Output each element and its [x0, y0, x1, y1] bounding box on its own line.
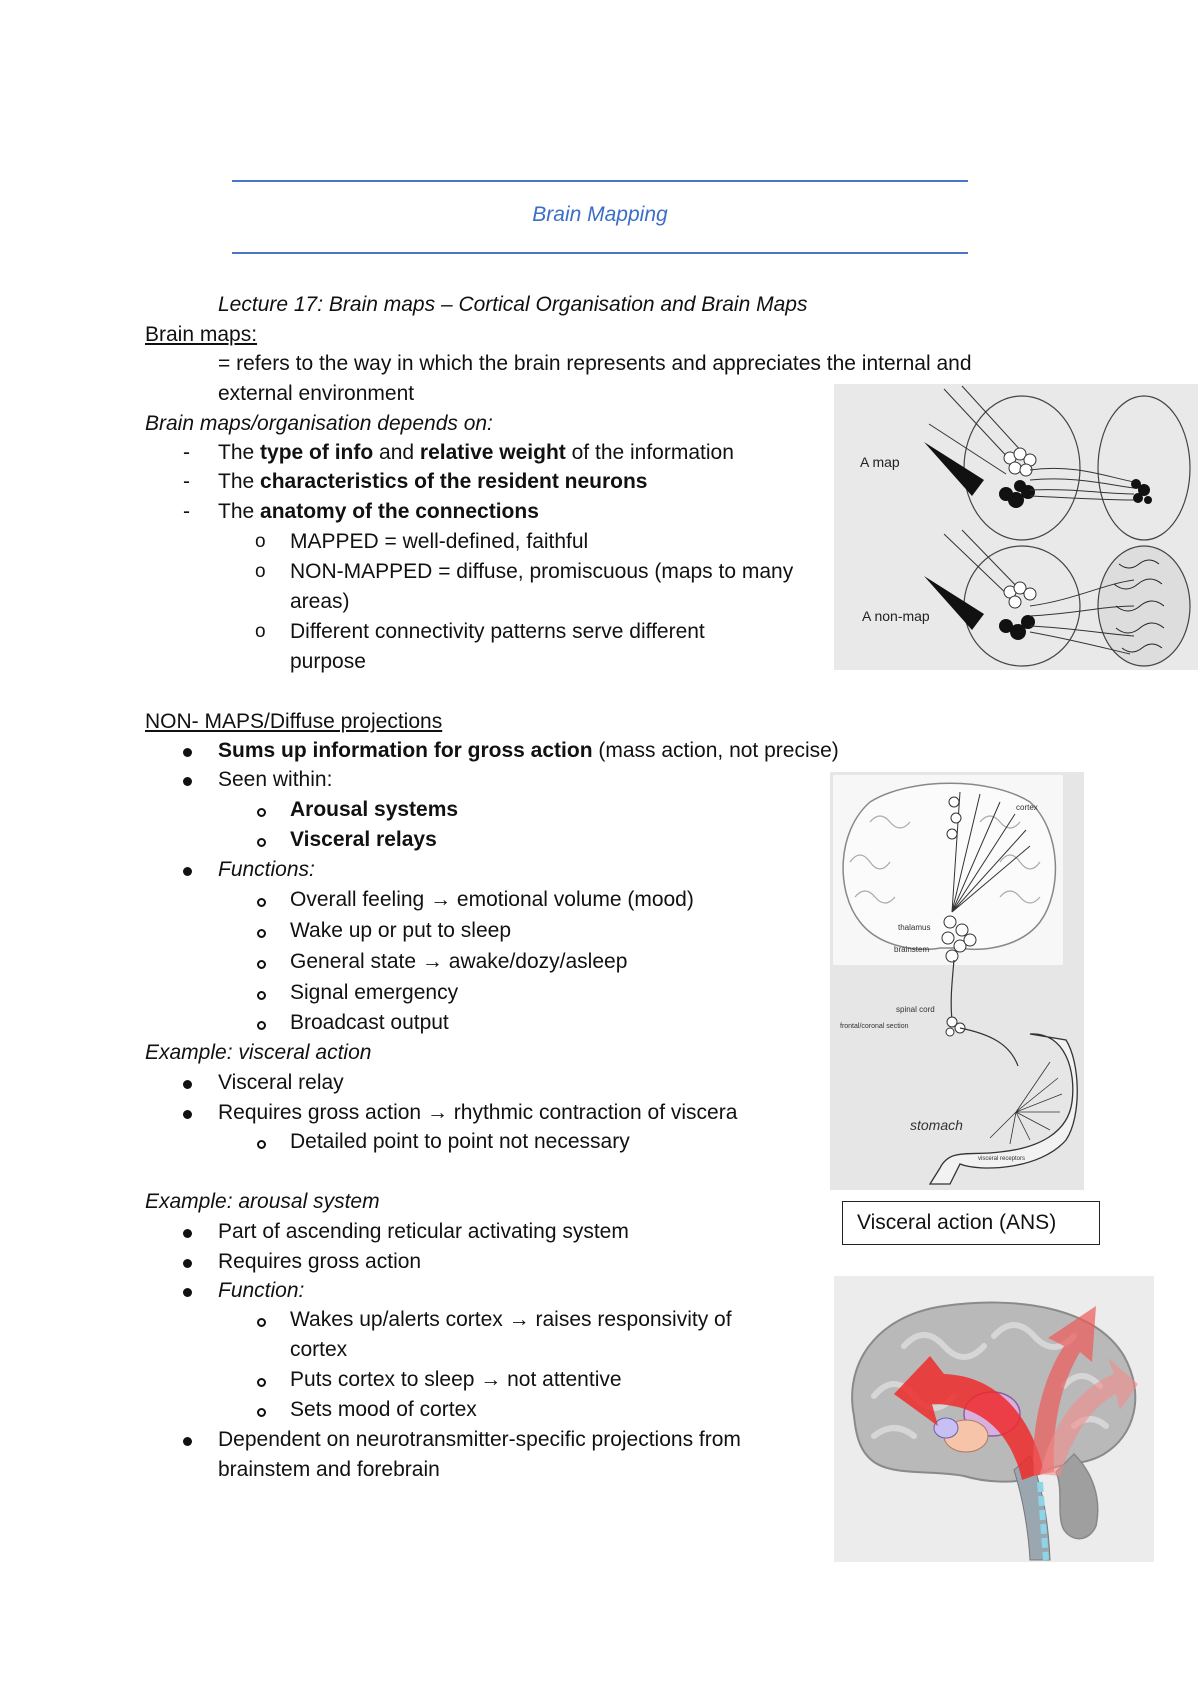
arousal-item: Arousal systems [290, 798, 459, 821]
wakes-item-cont: cortex [290, 1338, 348, 1361]
thalamus-label: thalamus [898, 923, 931, 932]
neuron-cluster-light [1004, 448, 1036, 476]
visceral-example-heading: Example: visceral action [145, 1041, 372, 1064]
spinal-cord-label: spinal cord [896, 1005, 935, 1014]
mapped-item: MAPPED = well-defined, faithful [290, 530, 589, 553]
sets-mood-item: Sets mood of cortex [290, 1398, 477, 1421]
puts-item: Puts cortex to sleep → not attentive [290, 1368, 622, 1391]
cortex-label: cortex [1016, 803, 1038, 812]
requires-gross-item: Requires gross action → rhythmic contraction of viscera [218, 1101, 738, 1124]
nonmapped-item-cont: areas) [290, 590, 350, 613]
visceral-diagram-svg [830, 772, 1084, 1190]
detailed-item: Detailed point to point not necessary [290, 1130, 630, 1153]
input-fiber [944, 534, 1012, 599]
function-item-4: Signal emergency [290, 981, 459, 1004]
dash-bullet: - [183, 441, 190, 464]
map-diagram-svg [834, 384, 1198, 670]
depends-item-2: The characteristics of the resident neurons [218, 470, 648, 493]
function-item-3: General state → awake/dozy/asleep [290, 950, 628, 973]
nonmapped-item: NON-MAPPED = diffuse, promiscuous (maps to many [290, 560, 794, 583]
visceral-relay-item: Visceral relay [218, 1071, 344, 1094]
dash-bullet: - [183, 500, 190, 523]
basal-forebrain-region [934, 1418, 958, 1438]
source-region [964, 546, 1080, 666]
disc-bullet [183, 1229, 192, 1238]
header-rule-bottom [232, 252, 968, 254]
ring-bullet [257, 1140, 266, 1149]
stomach-fibers [990, 1062, 1062, 1144]
nerve-to-stomach [960, 1028, 1018, 1066]
disc-bullet [183, 1288, 192, 1297]
ring-bullet [257, 1021, 266, 1030]
arousal-example-heading: Example: arousal system [145, 1190, 380, 1213]
visceral-relays-item: Visceral relays [290, 828, 437, 851]
map-vs-nonmap-figure [834, 384, 1198, 670]
target-region [1098, 396, 1190, 540]
target-region-diffuse [1098, 546, 1190, 666]
requires-item: Requires gross action [218, 1250, 422, 1273]
circle-bullet: o [255, 561, 266, 582]
ring-bullet [257, 898, 266, 907]
neuron-cluster-dark [999, 615, 1035, 640]
dash-bullet: - [183, 470, 190, 493]
disc-bullet [183, 1437, 192, 1446]
disc-bullet [183, 867, 192, 876]
ring-bullet [257, 1378, 266, 1387]
circle-bullet: o [255, 621, 266, 642]
visceral-action-caption: Visceral action (ANS) [842, 1201, 1100, 1245]
ring-bullet [257, 1408, 266, 1417]
depends-item-1: The type of info and relative weight of the information [218, 441, 734, 464]
visceral-action-figure [830, 772, 1084, 1190]
wakes-item: Wakes up/alerts cortex → raises responsivity of [290, 1308, 732, 1331]
depends-item-3: The anatomy of the connections [218, 500, 539, 523]
target-cluster [1131, 479, 1152, 504]
function-item-2: Wake up or put to sleep [290, 919, 512, 942]
sums-item: Sums up information for gross action (mass action, not precise) [218, 739, 839, 762]
ganglion [946, 1017, 965, 1036]
arousal-diagram-svg [834, 1276, 1154, 1562]
ring-bullet [257, 960, 266, 969]
non-maps-heading: NON- MAPS/Diffuse projections [145, 710, 443, 733]
input-wedge [924, 442, 984, 496]
depends-heading: Brain maps/organisation depends on: [145, 412, 493, 435]
input-fiber [929, 424, 1006, 474]
ring-bullet [257, 838, 266, 847]
map-label: A map [860, 454, 900, 470]
ring-bullet [257, 1318, 266, 1327]
neuron-cluster-light [1004, 582, 1036, 608]
definition-line-1: = refers to the way in which the brain represents and appreciates the internal and [218, 352, 972, 375]
disc-bullet [183, 777, 192, 786]
lecture-title: Lecture 17: Brain maps – Cortical Organisation and Brain Maps [218, 293, 808, 316]
disc-bullet [183, 1080, 192, 1089]
page-title: Brain Mapping [532, 203, 668, 226]
definition-line-2: external environment [218, 382, 415, 405]
disc-bullet [183, 1110, 192, 1119]
header-rule-top [232, 180, 968, 182]
function-item-1: Overall feeling → emotional volume (mood) [290, 888, 694, 911]
arousal-system-figure [834, 1276, 1154, 1562]
nonmap-label: A non-map [862, 608, 930, 624]
function-label: Function: [218, 1279, 305, 1302]
visceral-receptors-label: visceral receptors [978, 1156, 1026, 1162]
different-item: Different connectivity patterns serve different [290, 620, 705, 643]
spinal-path [951, 960, 954, 1020]
neuron-cluster-dark [999, 480, 1035, 508]
seen-within-item: Seen within: [218, 768, 333, 791]
brain-maps-heading: Brain maps: [145, 323, 258, 346]
ring-bullet [257, 929, 266, 938]
input-wedge [924, 576, 984, 630]
circle-bullet: o [255, 531, 266, 552]
part-of-item: Part of ascending reticular activating system [218, 1220, 629, 1243]
function-item-5: Broadcast output [290, 1011, 449, 1034]
functions-label: Functions: [218, 858, 315, 881]
brainstem-label: brainstem [894, 945, 930, 954]
disc-bullet [183, 748, 192, 757]
stomach-label: stomach [910, 1117, 963, 1133]
different-item-cont: purpose [290, 650, 366, 673]
ring-bullet [257, 991, 266, 1000]
ring-bullet [257, 808, 266, 817]
projection-fibers [1030, 468, 1134, 500]
section-label: frontal/coronal section [840, 1023, 909, 1030]
dependent-item-cont: brainstem and forebrain [218, 1458, 440, 1481]
disc-bullet [183, 1259, 192, 1268]
dependent-item: Dependent on neurotransmitter-specific projections from [218, 1428, 741, 1451]
